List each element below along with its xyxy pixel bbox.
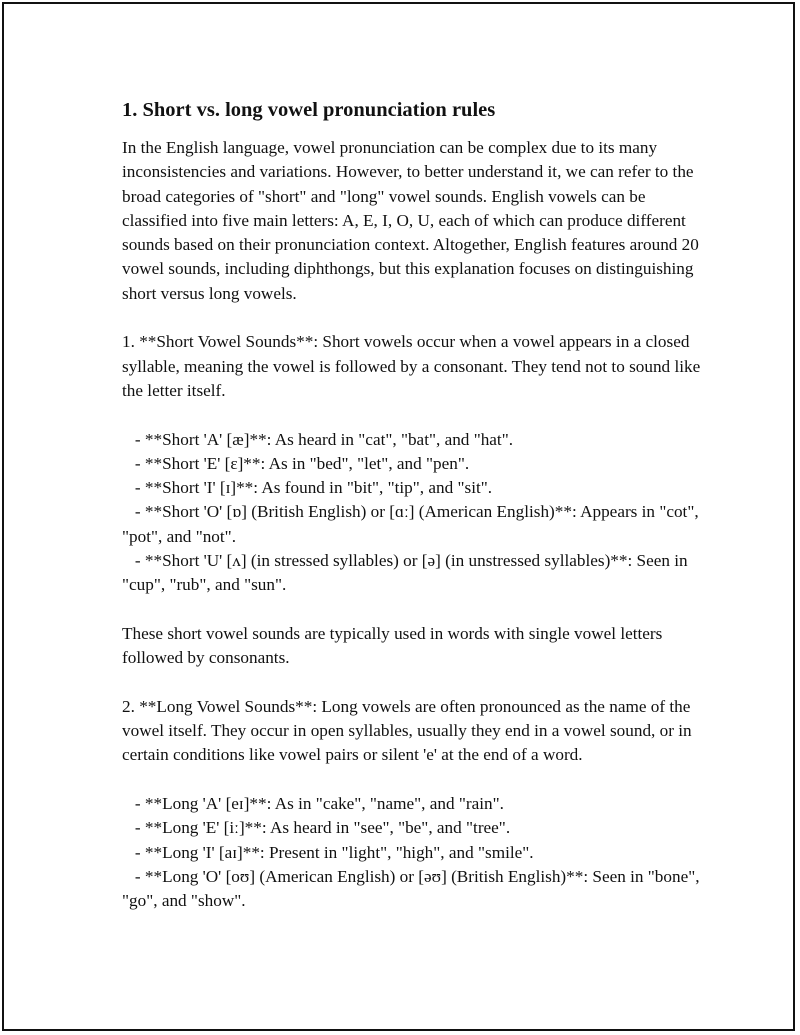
short-vowel-summary: These short vowel sounds are typically used in words with single vowel letters followed by consonants. [122,623,667,668]
short-vowel-item-u: - **Short 'U' [ʌ] (in stressed syllables) or [ə] (in unstressed syllables)**: Seen in "cup", "rub", and "sun". [122,551,692,595]
intro-paragraph: In the English language, vowel pronunciation can be complex due to its many inconsistencies and variations. However, to better understand it, we can refer to the broad categories of "short" and "long" vowel sounds. English vowels can be classified into five main letters: A, E, I, O, U, each of which can produce different sounds based on their pronunciation context. Altogether, English features around 20 vowel sounds, including diphthongs, but this explanation focuses on distinguishing short versus long vowels. [122,138,704,303]
long-vowel-item-e: - **Long 'E' [iː]**: As heard in "see", "be", and "tree". [122,818,511,838]
page-frame [2,2,795,1031]
section-heading: 1. Short vs. long vowel pronunciation rules [122,99,496,121]
spacer [122,403,702,427]
short-vowel-item-e: - **Short 'E' [ɛ]**: As in "bed", "let", and "pen". [122,453,470,473]
long-vowel-item-a: - **Long 'A' [eɪ]**: As in "cake", "name", and "rain". [122,794,504,814]
spacer [122,306,702,330]
long-vowel-item-i: - **Long 'I' [aɪ]**: Present in "light", "high", and "smile". [122,842,534,862]
short-vowel-item-a: - **Short 'A' [æ]**: As heard in "cat", "bat", and "hat". [122,429,514,449]
short-vowel-intro: 1. **Short Vowel Sounds**: Short vowels occur when a vowel appears in a closed syllable, meaning the vowel is followed by a consonant. They tend not to sound like the letter itself. [122,332,705,400]
spacer [122,598,702,622]
short-vowel-item-o: - **Short 'O' [ɒ] (British English) or [ɑː] (American English)**: Appears in "cot", "pot", and "not". [122,502,703,546]
document-body [122,96,705,914]
spacer [122,768,702,792]
spacer [122,671,702,695]
short-vowel-item-i: - **Short 'I' [ɪ]**: As found in "bit", "tip", and "sit". [122,478,493,498]
long-vowel-intro: 2. **Long Vowel Sounds**: Long vowels are often pronounced as the name of the vowel itself. They occur in open syllables, usually they end in a vowel sound, or in certain conditions like vowel pairs or silent 'e' at the end of a word. [122,696,696,765]
long-vowel-item-o: - **Long 'O' [oʊ] (American English) or [əʊ] (British English)**: Seen in "bone", "go", and "show". [122,866,704,911]
